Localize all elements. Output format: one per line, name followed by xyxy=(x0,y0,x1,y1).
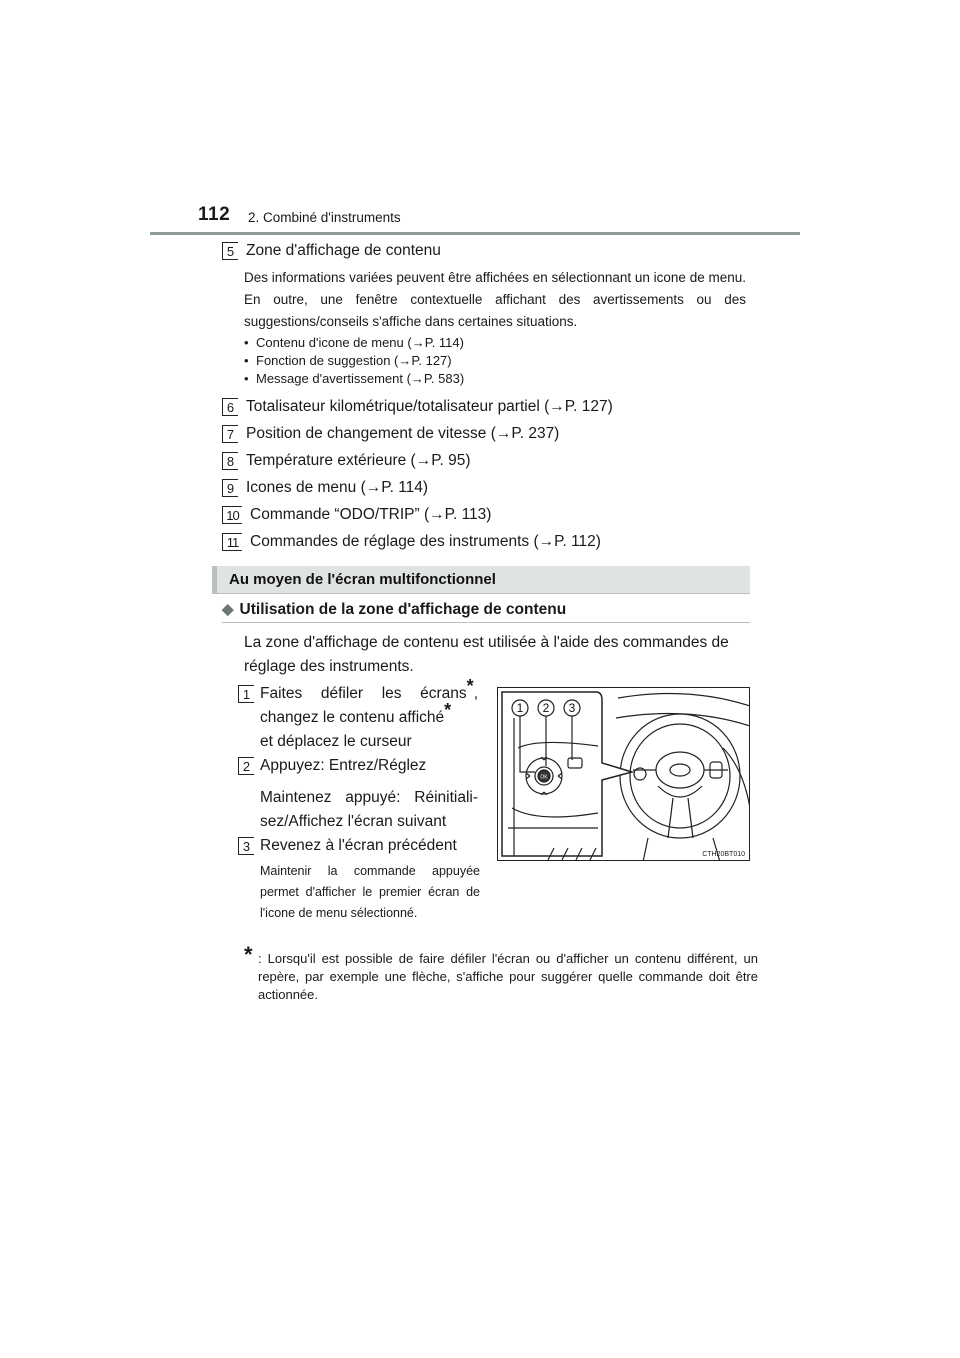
item-11 xyxy=(222,533,601,551)
item-7 xyxy=(222,425,559,443)
control-note: Maintenir la commande appuyée permet d'afficher le premier écran de l'icone de menu sélectionné. xyxy=(260,864,480,920)
control-label-line: sez/Affichez l'écran suivant xyxy=(260,813,447,830)
section-title: Au moyen de l'écran multifonctionnel xyxy=(229,571,496,588)
steering-wheel-figure xyxy=(497,687,750,861)
item-label: Totalisateur kilométrique/totalisateur partiel (→P. 127) xyxy=(246,398,613,416)
item-number: 9 xyxy=(222,479,238,497)
control-item-1: 1 Faites défiler les écrans*, changez le contenu affiché* et déplacez le curseur xyxy=(238,682,478,754)
control-label-line: Appuyez: Entrez/Réglez xyxy=(260,757,427,774)
footnote-text: : Lorsqu'il est possible de faire défiler l'écran ou d'afficher un contenu différent, un repère, par exemple une flèche, s'affiche pour suggérer quelle commande doit être actionnée. xyxy=(258,951,758,1002)
item-number: 6 xyxy=(222,398,238,416)
item-label: Icones de menu (→P. 114) xyxy=(246,479,429,497)
control-item-2 xyxy=(238,754,478,834)
callout-1: 1 xyxy=(516,701,524,715)
footnote-star: * xyxy=(244,942,253,967)
control-label-line: et déplacez le curseur xyxy=(260,733,412,750)
chapter-title: 2. Combiné d'instruments xyxy=(248,210,401,225)
item-label: Zone d'affichage de contenu xyxy=(246,242,441,260)
bullet-item: • Contenu d'icone de menu (→P. 114) xyxy=(256,334,464,351)
page-number: 112 xyxy=(198,204,231,225)
item-label: Commandes de réglage des instruments (→P. 112) xyxy=(250,533,601,551)
subsection-header xyxy=(222,600,566,619)
item-number: 10 xyxy=(222,506,242,524)
header-rule xyxy=(150,232,800,235)
item-8 xyxy=(222,452,471,470)
ok-button-label: OK xyxy=(540,774,548,781)
item-5-description: Des informations variées peuvent être affichées en sélectionnant un icone de menu. En outre, une fenêtre contextuelle affichant des avertissements ou des suggestions/conseils s'affiche dans certaines situations. xyxy=(244,270,746,329)
figure-code: CTH20BT010 xyxy=(702,851,745,858)
item-number: 3 xyxy=(238,837,254,855)
control-label-line: changez le contenu affiché xyxy=(260,709,445,726)
control-item-3 xyxy=(238,834,478,858)
callout-3: 3 xyxy=(568,701,576,715)
callout-2: 2 xyxy=(542,701,550,715)
item-9 xyxy=(222,479,428,497)
item-number: 1 xyxy=(238,685,254,703)
section-header xyxy=(212,566,750,593)
subsection-title: Utilisation de la zone d'affichage de contenu xyxy=(239,601,567,618)
item-10 xyxy=(222,506,491,524)
footnote-marker: * xyxy=(466,675,474,696)
section-intro: La zone d'affichage de contenu est utilisée à l'aide des commandes de réglage des instruments. xyxy=(244,634,729,675)
item-6 xyxy=(222,398,613,416)
item-number: 8 xyxy=(222,452,238,470)
footnote-marker: * xyxy=(444,699,452,720)
item-number: 7 xyxy=(222,425,238,443)
item-label: Température extérieure (→P. 95) xyxy=(246,452,471,470)
item-label: Commande “ODO/TRIP” (→P. 113) xyxy=(250,506,492,524)
control-label-line: Maintenez appuyé: Réinitiali- xyxy=(260,789,478,806)
diamond-icon: ◆ xyxy=(222,601,234,618)
bullet-item: • Fonction de suggestion (→P. 127) xyxy=(256,352,452,369)
item-number: 2 xyxy=(238,757,254,775)
item-number: 5 xyxy=(222,242,238,260)
item-label: Position de changement de vitesse (→P. 237) xyxy=(246,425,560,443)
item-number: 11 xyxy=(222,533,242,551)
subsection-rule xyxy=(222,622,750,623)
steering-wheel-illustration xyxy=(498,688,750,861)
item-5 xyxy=(222,242,441,260)
control-label-line: Faites défiler les écrans xyxy=(260,685,467,702)
section-rule xyxy=(212,593,750,594)
bullet-item: • Message d'avertissement (→P. 583) xyxy=(256,370,464,387)
control-label-line: Revenez à l'écran précédent xyxy=(260,837,457,854)
